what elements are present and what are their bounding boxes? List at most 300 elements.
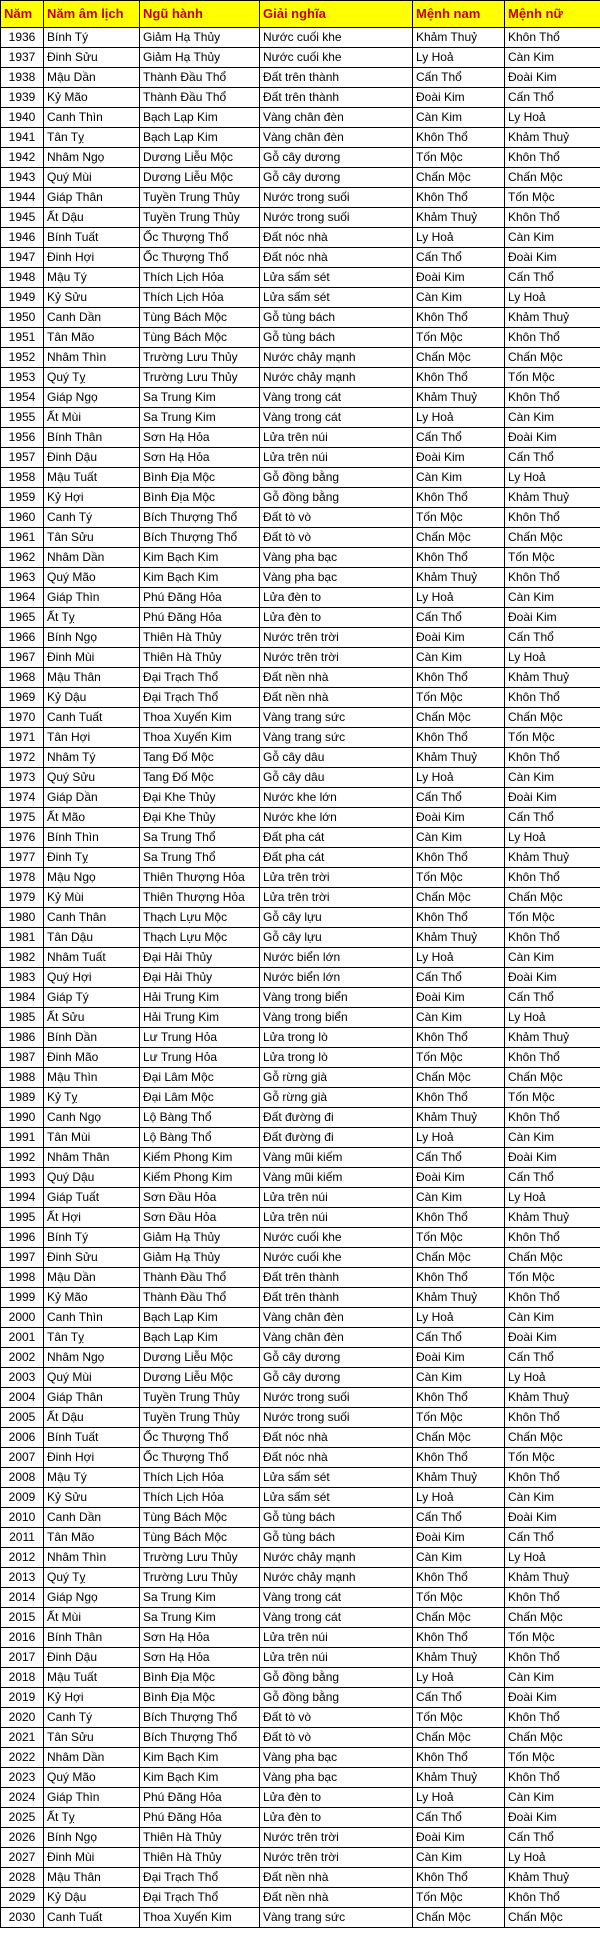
year-cell: 1957 bbox=[1, 448, 44, 468]
lunar-year-cell: Quý Sửu bbox=[44, 768, 140, 788]
element-cell: Giảm Hạ Thủy bbox=[140, 28, 260, 48]
male-destiny-cell: Khảm Thuỷ bbox=[413, 388, 505, 408]
meaning-cell: Nước chảy mạnh bbox=[260, 1568, 413, 1588]
year-cell: 1939 bbox=[1, 88, 44, 108]
element-cell: Kim Bạch Kim bbox=[140, 1768, 260, 1788]
meaning-cell: Lửa trên trời bbox=[260, 888, 413, 908]
male-destiny-cell: Đoài Kim bbox=[413, 448, 505, 468]
female-destiny-cell: Chấn Mộc bbox=[505, 348, 600, 368]
female-destiny-cell: Đoài Kim bbox=[505, 788, 600, 808]
year-cell: 2026 bbox=[1, 1828, 44, 1848]
year-cell: 2011 bbox=[1, 1528, 44, 1548]
lunar-year-cell: Canh Tý bbox=[44, 1708, 140, 1728]
year-cell: 1944 bbox=[1, 188, 44, 208]
male-destiny-cell: Tốn Mộc bbox=[413, 148, 505, 168]
lunar-year-cell: Canh Tuất bbox=[44, 708, 140, 728]
year-cell: 1965 bbox=[1, 608, 44, 628]
male-destiny-cell: Khôn Thổ bbox=[413, 188, 505, 208]
element-cell: Giảm Hạ Thủy bbox=[140, 1248, 260, 1268]
male-destiny-cell: Tốn Mộc bbox=[413, 1408, 505, 1428]
lunar-year-cell: Tân Mùi bbox=[44, 1128, 140, 1148]
female-destiny-cell: Chấn Mộc bbox=[505, 1068, 600, 1088]
male-destiny-cell: Ly Hoả bbox=[413, 588, 505, 608]
male-destiny-cell: Chấn Mộc bbox=[413, 1908, 505, 1928]
table-row bbox=[1, 1588, 600, 1608]
meaning-cell: Gỗ cây dương bbox=[260, 168, 413, 188]
element-cell: Dương Liễu Mộc bbox=[140, 1368, 260, 1388]
lunar-year-cell: Tân Hợi bbox=[44, 728, 140, 748]
female-destiny-cell: Khảm Thuỷ bbox=[505, 488, 600, 508]
meaning-cell: Lửa trên núi bbox=[260, 448, 413, 468]
year-cell: 1954 bbox=[1, 388, 44, 408]
year-cell: 2001 bbox=[1, 1328, 44, 1348]
female-destiny-cell: Càn Kim bbox=[505, 408, 600, 428]
lunar-year-cell: Quý Mùi bbox=[44, 168, 140, 188]
female-destiny-cell: Khảm Thuỷ bbox=[505, 1208, 600, 1228]
element-cell: Đại Trạch Thổ bbox=[140, 1888, 260, 1908]
lunar-year-cell: Ất Dậu bbox=[44, 208, 140, 228]
meaning-cell: Lửa đèn to bbox=[260, 588, 413, 608]
element-cell: Dương Liễu Mộc bbox=[140, 1348, 260, 1368]
female-destiny-cell: Chấn Mộc bbox=[505, 1728, 600, 1748]
element-cell: Tùng Bách Mộc bbox=[140, 1508, 260, 1528]
male-destiny-cell: Khôn Thổ bbox=[413, 1868, 505, 1888]
year-cell: 2013 bbox=[1, 1568, 44, 1588]
lunar-year-cell: Bính Thân bbox=[44, 1628, 140, 1648]
lunar-year-cell: Bính Tý bbox=[44, 1228, 140, 1248]
lunar-year-cell: Đinh Tỵ bbox=[44, 848, 140, 868]
lunar-year-cell: Kỷ Dậu bbox=[44, 688, 140, 708]
male-destiny-cell: Đoài Kim bbox=[413, 628, 505, 648]
table-row bbox=[1, 128, 600, 148]
table-row bbox=[1, 868, 600, 888]
year-cell: 1994 bbox=[1, 1188, 44, 1208]
female-destiny-cell: Chấn Mộc bbox=[505, 1908, 600, 1928]
element-cell: Lộ Bàng Thổ bbox=[140, 1108, 260, 1128]
female-destiny-cell: Tốn Mộc bbox=[505, 1748, 600, 1768]
table-row bbox=[1, 1248, 600, 1268]
female-destiny-cell: Ly Hoả bbox=[505, 828, 600, 848]
meaning-cell: Nước biển lớn bbox=[260, 968, 413, 988]
meaning-cell: Đất nóc nhà bbox=[260, 1448, 413, 1468]
male-destiny-cell: Khôn Thổ bbox=[413, 1088, 505, 1108]
year-cell: 1960 bbox=[1, 508, 44, 528]
female-destiny-cell: Chấn Mộc bbox=[505, 1608, 600, 1628]
year-cell: 2008 bbox=[1, 1468, 44, 1488]
table-row bbox=[1, 668, 600, 688]
male-destiny-cell: Tốn Mộc bbox=[413, 1708, 505, 1728]
male-destiny-cell: Khôn Thổ bbox=[413, 1568, 505, 1588]
female-destiny-cell: Khảm Thuỷ bbox=[505, 1868, 600, 1888]
year-cell: 1972 bbox=[1, 748, 44, 768]
female-destiny-cell: Khôn Thổ bbox=[505, 388, 600, 408]
year-cell: 2021 bbox=[1, 1728, 44, 1748]
element-cell: Bình Địa Mộc bbox=[140, 1668, 260, 1688]
female-destiny-cell: Càn Kim bbox=[505, 228, 600, 248]
lunar-year-cell: Quý Mùi bbox=[44, 1368, 140, 1388]
meaning-cell: Gỗ tùng bách bbox=[260, 308, 413, 328]
year-cell: 1983 bbox=[1, 968, 44, 988]
meaning-cell: Đất pha cát bbox=[260, 828, 413, 848]
element-cell: Sa Trung Thổ bbox=[140, 848, 260, 868]
lunar-year-cell: Tân Dậu bbox=[44, 928, 140, 948]
meaning-cell: Gỗ đồng bằng bbox=[260, 488, 413, 508]
meaning-cell: Vàng trang sức bbox=[260, 728, 413, 748]
year-cell: 1968 bbox=[1, 668, 44, 688]
year-cell: 1977 bbox=[1, 848, 44, 868]
table-row bbox=[1, 468, 600, 488]
lunar-year-cell: Ất Mùi bbox=[44, 1608, 140, 1628]
year-cell: 1959 bbox=[1, 488, 44, 508]
meaning-cell: Nước chảy mạnh bbox=[260, 348, 413, 368]
year-cell: 1961 bbox=[1, 528, 44, 548]
element-cell: Sơn Hạ Hỏa bbox=[140, 1628, 260, 1648]
table-row bbox=[1, 588, 600, 608]
year-cell: 1936 bbox=[1, 28, 44, 48]
male-destiny-cell: Khảm Thuỷ bbox=[413, 1288, 505, 1308]
meaning-cell: Lửa trên núi bbox=[260, 1188, 413, 1208]
female-destiny-cell: Càn Kim bbox=[505, 588, 600, 608]
meaning-cell: Nước trên trời bbox=[260, 1848, 413, 1868]
female-destiny-cell: Ly Hoả bbox=[505, 108, 600, 128]
meaning-cell: Gỗ đồng bằng bbox=[260, 468, 413, 488]
year-cell: 1997 bbox=[1, 1248, 44, 1268]
year-cell: 1956 bbox=[1, 428, 44, 448]
element-cell: Tùng Bách Mộc bbox=[140, 1528, 260, 1548]
lunar-year-cell: Nhâm Tý bbox=[44, 748, 140, 768]
female-destiny-cell: Khôn Thổ bbox=[505, 1228, 600, 1248]
meaning-cell: Vàng trong cát bbox=[260, 408, 413, 428]
meaning-cell: Gỗ rừng già bbox=[260, 1068, 413, 1088]
meaning-cell: Nước trong suối bbox=[260, 1388, 413, 1408]
lunar-year-cell: Đinh Mùi bbox=[44, 648, 140, 668]
meaning-cell: Gỗ đồng bằng bbox=[260, 1668, 413, 1688]
element-cell: Trường Lưu Thủy bbox=[140, 368, 260, 388]
year-cell: 1942 bbox=[1, 148, 44, 168]
element-cell: Thiên Thượng Hỏa bbox=[140, 888, 260, 908]
male-destiny-cell: Khảm Thuỷ bbox=[413, 928, 505, 948]
table-row bbox=[1, 828, 600, 848]
male-destiny-cell: Cấn Thổ bbox=[413, 1328, 505, 1348]
female-destiny-cell: Khảm Thuỷ bbox=[505, 128, 600, 148]
element-cell: Bích Thượng Thổ bbox=[140, 508, 260, 528]
female-destiny-cell: Tốn Mộc bbox=[505, 1628, 600, 1648]
lunar-year-cell: Giáp Tuất bbox=[44, 1188, 140, 1208]
element-cell: Thành Đầu Thổ bbox=[140, 88, 260, 108]
element-cell: Tùng Bách Mộc bbox=[140, 328, 260, 348]
male-destiny-cell: Khảm Thuỷ bbox=[413, 208, 505, 228]
element-cell: Phú Đăng Hỏa bbox=[140, 1808, 260, 1828]
year-cell: 1947 bbox=[1, 248, 44, 268]
table-row bbox=[1, 368, 600, 388]
female-destiny-cell: Tốn Mộc bbox=[505, 728, 600, 748]
female-destiny-cell: Đoài Kim bbox=[505, 68, 600, 88]
meaning-cell: Vàng chân đèn bbox=[260, 108, 413, 128]
element-cell: Sa Trung Kim bbox=[140, 1588, 260, 1608]
lunar-year-cell: Giáp Thân bbox=[44, 188, 140, 208]
female-destiny-cell: Khôn Thổ bbox=[505, 568, 600, 588]
year-cell: 1950 bbox=[1, 308, 44, 328]
male-destiny-cell: Đoài Kim bbox=[413, 88, 505, 108]
table-row bbox=[1, 1668, 600, 1688]
element-cell: Kiếm Phong Kim bbox=[140, 1168, 260, 1188]
year-cell: 1952 bbox=[1, 348, 44, 368]
year-cell: 1937 bbox=[1, 48, 44, 68]
lunar-year-cell: Đinh Mão bbox=[44, 1048, 140, 1068]
male-destiny-cell: Chấn Mộc bbox=[413, 168, 505, 188]
male-destiny-cell: Càn Kim bbox=[413, 1368, 505, 1388]
female-destiny-cell: Tốn Mộc bbox=[505, 908, 600, 928]
element-cell: Ốc Thượng Thổ bbox=[140, 248, 260, 268]
female-destiny-cell: Tốn Mộc bbox=[505, 368, 600, 388]
year-cell: 1955 bbox=[1, 408, 44, 428]
year-cell: 2007 bbox=[1, 1448, 44, 1468]
male-destiny-cell: Cấn Thổ bbox=[413, 1508, 505, 1528]
year-cell: 2024 bbox=[1, 1788, 44, 1808]
female-destiny-cell: Càn Kim bbox=[505, 768, 600, 788]
male-destiny-cell: Ly Hoả bbox=[413, 228, 505, 248]
element-cell: Thành Đầu Thổ bbox=[140, 68, 260, 88]
meaning-cell: Vàng chân đèn bbox=[260, 1308, 413, 1328]
table-row bbox=[1, 1508, 600, 1528]
element-cell: Sơn Đầu Hỏa bbox=[140, 1208, 260, 1228]
year-cell: 2005 bbox=[1, 1408, 44, 1428]
element-cell: Phú Đăng Hỏa bbox=[140, 1788, 260, 1808]
element-cell: Tuyền Trung Thủy bbox=[140, 1408, 260, 1428]
male-destiny-cell: Khảm Thuỷ bbox=[413, 748, 505, 768]
meaning-cell: Vàng pha bạc bbox=[260, 1768, 413, 1788]
female-destiny-cell: Cấn Thổ bbox=[505, 1168, 600, 1188]
element-cell: Kim Bạch Kim bbox=[140, 548, 260, 568]
lunar-year-cell: Ất Tỵ bbox=[44, 608, 140, 628]
year-cell: 1986 bbox=[1, 1028, 44, 1048]
table-row bbox=[1, 1488, 600, 1508]
lunar-year-cell: Canh Thìn bbox=[44, 1308, 140, 1328]
year-cell: 1971 bbox=[1, 728, 44, 748]
lunar-year-cell: Quý Hợi bbox=[44, 968, 140, 988]
male-destiny-cell: Cấn Thổ bbox=[413, 608, 505, 628]
meaning-cell: Nước biển lớn bbox=[260, 948, 413, 968]
female-destiny-cell: Càn Kim bbox=[505, 1788, 600, 1808]
year-cell: 1943 bbox=[1, 168, 44, 188]
lunar-year-cell: Mậu Dần bbox=[44, 68, 140, 88]
male-destiny-cell: Đoài Kim bbox=[413, 1828, 505, 1848]
element-cell: Kim Bạch Kim bbox=[140, 1748, 260, 1768]
lunar-year-cell: Nhâm Thân bbox=[44, 1148, 140, 1168]
header-giai-nghia: Giải nghĩa bbox=[260, 1, 413, 28]
lunar-year-cell: Kỷ Sửu bbox=[44, 1488, 140, 1508]
year-cell: 1962 bbox=[1, 548, 44, 568]
element-cell: Thích Lịch Hỏa bbox=[140, 1488, 260, 1508]
lunar-year-cell: Mậu Ngọ bbox=[44, 868, 140, 888]
year-cell: 1982 bbox=[1, 948, 44, 968]
meaning-cell: Lửa đèn to bbox=[260, 608, 413, 628]
year-cell: 1964 bbox=[1, 588, 44, 608]
element-cell: Giảm Hạ Thủy bbox=[140, 1228, 260, 1248]
meaning-cell: Lửa trên núi bbox=[260, 1208, 413, 1228]
male-destiny-cell: Càn Kim bbox=[413, 1548, 505, 1568]
meaning-cell: Lửa trên núi bbox=[260, 1648, 413, 1668]
table-row bbox=[1, 1068, 600, 1088]
meaning-cell: Gỗ đồng bằng bbox=[260, 1688, 413, 1708]
lunar-year-cell: Kỷ Dậu bbox=[44, 1888, 140, 1908]
table-row bbox=[1, 348, 600, 368]
table-row bbox=[1, 388, 600, 408]
meaning-cell: Vàng pha bạc bbox=[260, 548, 413, 568]
lunar-year-cell: Kỷ Tỵ bbox=[44, 1088, 140, 1108]
lunar-year-cell: Ất Dậu bbox=[44, 1408, 140, 1428]
meaning-cell: Gỗ cây lựu bbox=[260, 908, 413, 928]
header-row bbox=[1, 1, 600, 28]
meaning-cell: Gỗ cây lựu bbox=[260, 928, 413, 948]
male-destiny-cell: Khôn Thổ bbox=[413, 908, 505, 928]
lunar-year-cell: Bính Tuất bbox=[44, 1428, 140, 1448]
male-destiny-cell: Đoài Kim bbox=[413, 1168, 505, 1188]
lunar-year-cell: Canh Thìn bbox=[44, 108, 140, 128]
table-row bbox=[1, 68, 600, 88]
meaning-cell: Lửa sấm sét bbox=[260, 268, 413, 288]
element-cell: Đại Hải Thủy bbox=[140, 968, 260, 988]
table-row bbox=[1, 148, 600, 168]
element-cell: Đại Trạch Thổ bbox=[140, 668, 260, 688]
table-row bbox=[1, 608, 600, 628]
lunar-year-cell: Kỷ Mão bbox=[44, 1288, 140, 1308]
table-row bbox=[1, 1808, 600, 1828]
table-row bbox=[1, 568, 600, 588]
meaning-cell: Đất tò vò bbox=[260, 1708, 413, 1728]
element-cell: Thành Đầu Thổ bbox=[140, 1288, 260, 1308]
male-destiny-cell: Khôn Thổ bbox=[413, 1028, 505, 1048]
male-destiny-cell: Chấn Mộc bbox=[413, 528, 505, 548]
table-row bbox=[1, 1448, 600, 1468]
male-destiny-cell: Khảm Thuỷ bbox=[413, 1768, 505, 1788]
meaning-cell: Lửa sấm sét bbox=[260, 1488, 413, 1508]
element-cell: Sa Trung Thổ bbox=[140, 828, 260, 848]
male-destiny-cell: Cấn Thổ bbox=[413, 428, 505, 448]
female-destiny-cell: Ly Hoả bbox=[505, 468, 600, 488]
lunar-year-cell: Bính Dần bbox=[44, 1028, 140, 1048]
lunar-year-cell: Kỷ Mão bbox=[44, 88, 140, 108]
meaning-cell: Nước cuối khe bbox=[260, 48, 413, 68]
female-destiny-cell: Chấn Mộc bbox=[505, 1428, 600, 1448]
female-destiny-cell: Đoài Kim bbox=[505, 1508, 600, 1528]
table-row bbox=[1, 988, 600, 1008]
element-cell: Sơn Đầu Hỏa bbox=[140, 1188, 260, 1208]
female-destiny-cell: Chấn Mộc bbox=[505, 888, 600, 908]
element-cell: Bạch Lạp Kim bbox=[140, 1308, 260, 1328]
lunar-year-cell: Giáp Ngọ bbox=[44, 388, 140, 408]
lunar-year-cell: Nhâm Dần bbox=[44, 1748, 140, 1768]
table-row bbox=[1, 1328, 600, 1348]
element-cell: Lư Trung Hỏa bbox=[140, 1048, 260, 1068]
meaning-cell: Đất trên thành bbox=[260, 1288, 413, 1308]
male-destiny-cell: Khôn Thổ bbox=[413, 548, 505, 568]
table-row bbox=[1, 28, 600, 48]
year-cell: 1979 bbox=[1, 888, 44, 908]
element-cell: Tuyền Trung Thủy bbox=[140, 208, 260, 228]
meaning-cell: Lửa trong lò bbox=[260, 1028, 413, 1048]
male-destiny-cell: Càn Kim bbox=[413, 108, 505, 128]
element-cell: Thoa Xuyến Kim bbox=[140, 1908, 260, 1928]
element-cell: Phú Đăng Hỏa bbox=[140, 608, 260, 628]
element-cell: Lộ Bàng Thổ bbox=[140, 1128, 260, 1148]
element-cell: Đại Lâm Mộc bbox=[140, 1068, 260, 1088]
year-cell: 2000 bbox=[1, 1308, 44, 1328]
lunar-year-cell: Mậu Tý bbox=[44, 268, 140, 288]
element-cell: Đại Trạch Thổ bbox=[140, 688, 260, 708]
table-body bbox=[1, 28, 600, 1928]
male-destiny-cell: Chấn Mộc bbox=[413, 1728, 505, 1748]
year-cell: 1938 bbox=[1, 68, 44, 88]
meaning-cell: Đất tò vò bbox=[260, 508, 413, 528]
male-destiny-cell: Đoài Kim bbox=[413, 1348, 505, 1368]
female-destiny-cell: Khảm Thuỷ bbox=[505, 848, 600, 868]
table-row bbox=[1, 1388, 600, 1408]
element-cell: Bích Thượng Thổ bbox=[140, 1728, 260, 1748]
meaning-cell: Gỗ tùng bách bbox=[260, 1528, 413, 1548]
lunar-year-cell: Mậu Thân bbox=[44, 668, 140, 688]
male-destiny-cell: Tốn Mộc bbox=[413, 688, 505, 708]
table-row bbox=[1, 1228, 600, 1248]
table-row bbox=[1, 1408, 600, 1428]
female-destiny-cell: Đoài Kim bbox=[505, 1688, 600, 1708]
female-destiny-cell: Ly Hoả bbox=[505, 288, 600, 308]
lunar-year-cell: Quý Tỵ bbox=[44, 368, 140, 388]
year-cell: 1984 bbox=[1, 988, 44, 1008]
female-destiny-cell: Cấn Thổ bbox=[505, 268, 600, 288]
male-destiny-cell: Tốn Mộc bbox=[413, 1228, 505, 1248]
year-cell: 1953 bbox=[1, 368, 44, 388]
female-destiny-cell: Khảm Thuỷ bbox=[505, 308, 600, 328]
meaning-cell: Nước cuối khe bbox=[260, 28, 413, 48]
male-destiny-cell: Ly Hoả bbox=[413, 1668, 505, 1688]
meaning-cell: Đất nền nhà bbox=[260, 688, 413, 708]
lunar-year-cell: Kỷ Hợi bbox=[44, 488, 140, 508]
element-cell: Đại Lâm Mộc bbox=[140, 1088, 260, 1108]
lunar-year-cell: Mậu Thân bbox=[44, 1868, 140, 1888]
female-destiny-cell: Tốn Mộc bbox=[505, 1088, 600, 1108]
year-cell: 2025 bbox=[1, 1808, 44, 1828]
meaning-cell: Vàng pha bạc bbox=[260, 568, 413, 588]
lunar-year-cell: Giáp Thân bbox=[44, 1388, 140, 1408]
table-row bbox=[1, 848, 600, 868]
meaning-cell: Nước trên trời bbox=[260, 1828, 413, 1848]
table-row bbox=[1, 328, 600, 348]
meaning-cell: Đất nóc nhà bbox=[260, 1428, 413, 1448]
year-cell: 1974 bbox=[1, 788, 44, 808]
table-row bbox=[1, 748, 600, 768]
meaning-cell: Vàng trong cát bbox=[260, 1608, 413, 1628]
male-destiny-cell: Cấn Thổ bbox=[413, 248, 505, 268]
female-destiny-cell: Ly Hoả bbox=[505, 1368, 600, 1388]
year-cell: 1985 bbox=[1, 1008, 44, 1028]
male-destiny-cell: Ly Hoả bbox=[413, 768, 505, 788]
male-destiny-cell: Khảm Thuỷ bbox=[413, 1648, 505, 1668]
male-destiny-cell: Càn Kim bbox=[413, 1008, 505, 1028]
element-cell: Trường Lưu Thủy bbox=[140, 1568, 260, 1588]
year-cell: 1945 bbox=[1, 208, 44, 228]
male-destiny-cell: Khôn Thổ bbox=[413, 308, 505, 328]
lunar-year-cell: Kỷ Hợi bbox=[44, 1688, 140, 1708]
male-destiny-cell: Càn Kim bbox=[413, 1188, 505, 1208]
meaning-cell: Lửa sấm sét bbox=[260, 1468, 413, 1488]
male-destiny-cell: Chấn Mộc bbox=[413, 708, 505, 728]
year-cell: 1941 bbox=[1, 128, 44, 148]
table-row bbox=[1, 1628, 600, 1648]
element-cell: Thoa Xuyến Kim bbox=[140, 708, 260, 728]
table-row bbox=[1, 1688, 600, 1708]
element-cell: Sơn Hạ Hỏa bbox=[140, 1648, 260, 1668]
